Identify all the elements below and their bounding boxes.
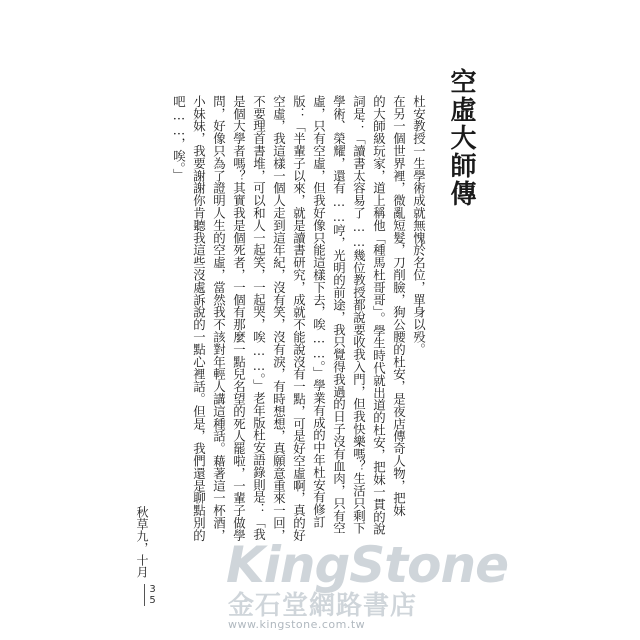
text-column: 小妹妹，我要謝謝你肯聽我這些沒處訴說的一點心裡話。但是，我們還是聊點別的 [191,95,207,542]
text-column: 在另一個世界裡，微亂短髮，刀削臉，狗公腰的杜安，是夜店傳奇人物，把妹 [391,95,407,517]
chapter-title: 空虛大師傳 [446,68,476,208]
text-column: 學術、榮耀，還有……哼，光明的前途，我只覺得我過的日子沒有血肉，只有空 [331,95,347,535]
text-column: 不要理首書堆，可以和人一起笑，一起哭，唉……。」老年版杜安語錄則是：「我 [251,95,267,541]
watermark-url: www.kingstone.com.tw [228,618,366,631]
running-footer: 秋草九，十月 [135,506,149,578]
text-column: 的大師級玩家，道上稱他「種馬杜哥哥」。學生時代就出道的杜安，把妹一貫的說 [371,95,387,536]
watermark-brand: KingStone [226,536,509,594]
text-column: 版：「半輩子以來，就是讀書研究，成就不能說沒有一點，可是好空虛啊，真的好 [291,95,307,542]
text-column: 虛，只有空虛，但我好像只能這樣下去，唉……。」學業有成的中年杜安有修訂 [311,95,327,528]
text-column: 吧……，唉。」 [171,95,187,181]
text-column: 杜安教授一生學術成就無愧於名位，單身以殁。 [411,95,427,356]
text-column: 是個大學者嗎？其實我是個死者，一個有那麼一點兒名望的死人罷啦，一輩子做學 [231,95,247,542]
text-column: 詞是：「讀書太容易了……幾位教授都說要收我入門，但我快樂嗎？生活只剩下 [351,95,367,535]
text-column: 空虛，我這樣一個人走到這年紀，沒有笑，沒有淚，有時想想，真願意重來一回， [271,95,287,542]
text-column: 問，好像只為了證明人生的空虛，當然我不該對年輕人講這種話。藉著這一杯酒， [211,95,227,542]
watermark-chinese: 金石堂網路書店 [228,591,418,621]
page-number: 35 [144,584,158,606]
